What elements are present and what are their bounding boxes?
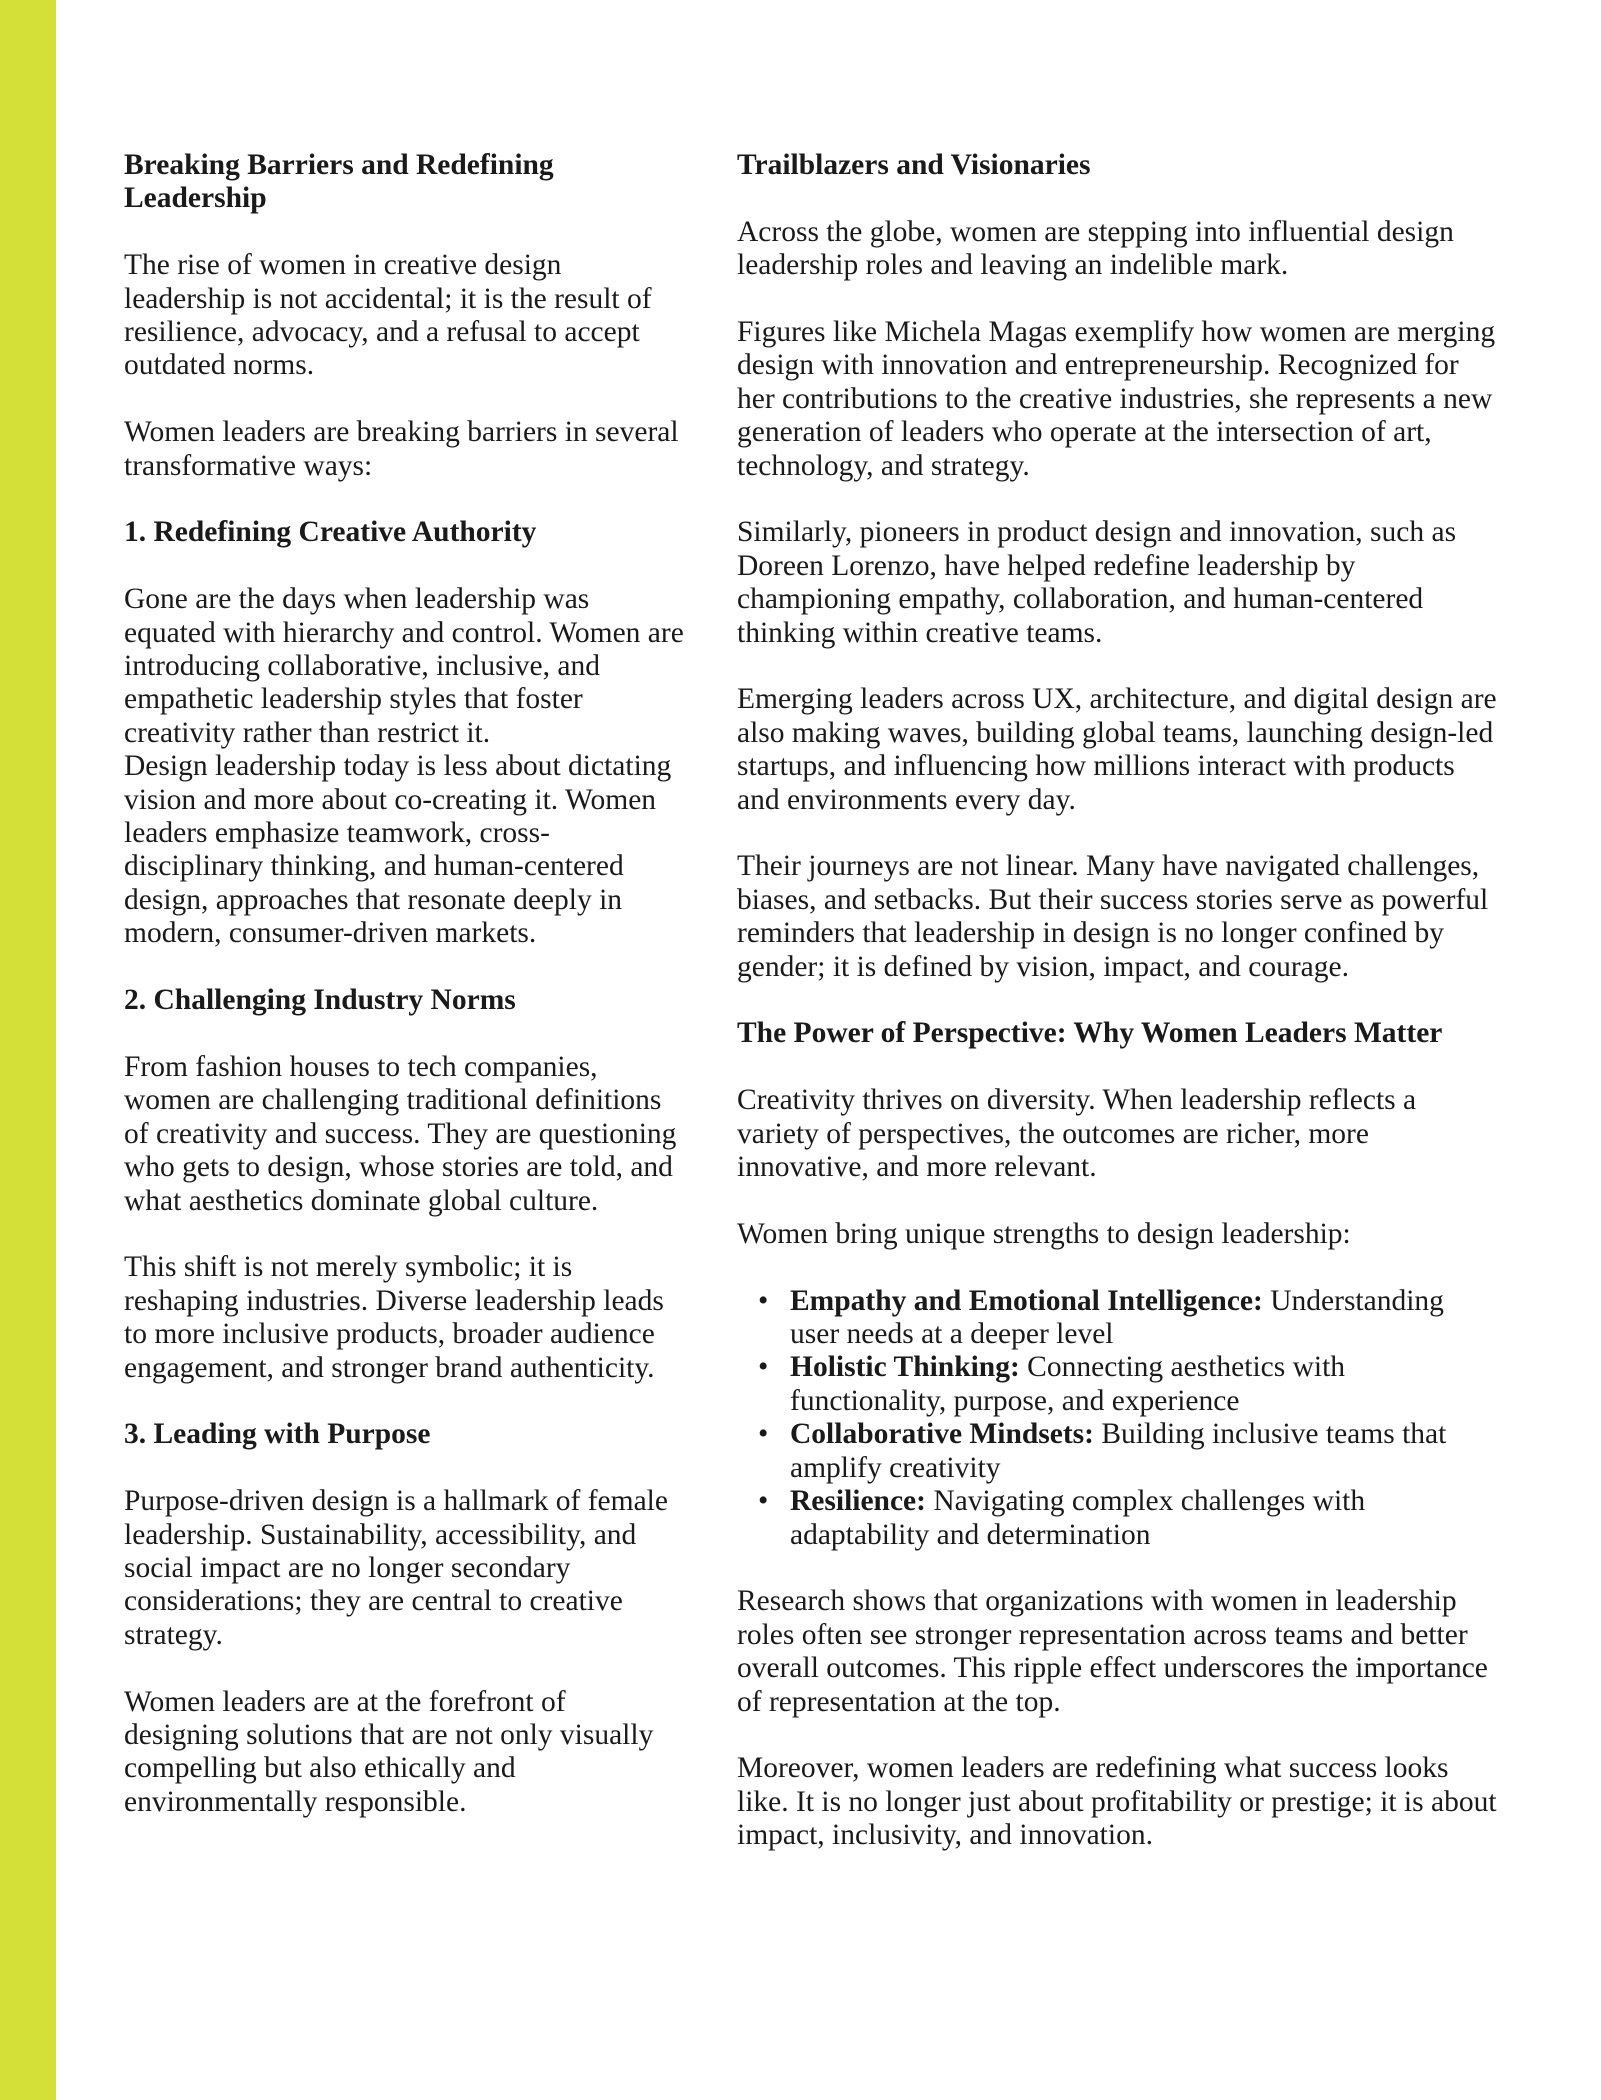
paragraph: Across the globe, women are stepping into influential design leadership roles and leaving an indelible mark. xyxy=(737,215,1454,282)
strength-label: Resilience: xyxy=(790,1485,926,1518)
strength-text: Connecting aesthetics with functionality, purpose, and experience xyxy=(790,1351,1346,1417)
section-title-breaking-barriers: Breaking Barriers and Redefining Leadership xyxy=(124,149,554,215)
bullet-icon: • xyxy=(758,1284,769,1317)
subheading-challenging-industry-norms: 2. Challenging Industry Norms xyxy=(124,984,516,1017)
paragraph: Their journeys are not linear. Many have navigated challenges, biases, and setbacks. But their success stories serve as powerful reminders that leadership in design is no longer confined by gender; it is defined by vision, impact, and courage. xyxy=(737,850,1489,983)
strengths-list xyxy=(737,1285,1497,1552)
paragraph: Research shows that organizations with women in leadership roles often see stronger representation across teams and better overall outcomes. This ripple effect underscores the importance of representation at the top. xyxy=(737,1585,1488,1718)
strength-text: Understanding user needs at a deeper level xyxy=(790,1284,1444,1351)
paragraph: Similarly, pioneers in product design and innovation, such as Doreen Lorenzo, have helped redefine leadership by championing empathy, collaboration, and human-centered thinking within creative teams. xyxy=(737,516,1457,649)
subheading-leading-with-purpose: 3. Leading with Purpose xyxy=(124,1418,431,1451)
paragraph: Creativity thrives on diversity. When leadership reflects a variety of perspectives, the outcomes are richer, more innovative, and more relevant. xyxy=(737,1084,1417,1184)
accent-sidebar xyxy=(0,0,56,2100)
paragraph: Purpose-driven design is a hallmark of female leadership. Sustainability, accessibility, and social impact are no longer secondary considerations; they are central to creative strategy. xyxy=(124,1485,668,1651)
section-title-power-of-perspective: The Power of Perspective: Why Women Leaders Matter xyxy=(737,1017,1443,1050)
strength-label: Empathy and Emotional Intelligence: xyxy=(790,1284,1263,1317)
strength-text: Navigating complex challenges with adaptability and determination xyxy=(790,1485,1366,1551)
list-item xyxy=(758,1351,1497,1418)
subheading-redefining-creative-authority: 1. Redefining Creative Authority xyxy=(124,516,537,549)
paragraph: The rise of women in creative design leadership is not accidental; it is the result of resilience, advocacy, and a refusal to accept outdated norms. xyxy=(124,249,652,382)
paragraph: Moreover, women leaders are redefining what success looks like. It is no longer just about profitability or prestige; it is about impact, inclusivity, and innovation. xyxy=(737,1752,1497,1852)
paragraph: Women leaders are breaking barriers in several transformative ways: xyxy=(124,416,679,482)
list-item xyxy=(758,1284,1497,1352)
paragraph: Design leadership today is less about dictating vision and more about co-creating it. Women leaders emphasize teamwork, cross-disciplinary thinking, and human-centered design, approaches that resonate deeply in modern, consumer-driven markets. xyxy=(124,750,672,950)
strength-label: Holistic Thinking: xyxy=(790,1351,1020,1384)
list-item xyxy=(758,1485,1497,1552)
paragraph: Gone are the days when leadership was equated with hierarchy and control. Women are introducing collaborative, inclusive, and empathetic leadership styles that foster creativity rather than restrict it. xyxy=(124,583,684,749)
paragraph: Figures like Michela Magas exemplify how women are merging design with innovation and entrepreneurship. Recognized for her contributions to the creative industries, she represents a new generation of leaders who operate at the intersection of art, technology, and strategy. xyxy=(737,316,1496,482)
paragraph: Emerging leaders across UX, architecture, and digital design are also making waves, building global teams, launching design-led startups, and influencing how millions interact with products and environments every day. xyxy=(737,683,1497,816)
strength-label: Collaborative Mindsets: xyxy=(790,1418,1094,1451)
paragraph: This shift is not merely symbolic; it is reshaping industries. Diverse leadership leads to more inclusive products, broader audience engagement, and stronger brand authenticity. xyxy=(124,1251,664,1384)
list-item xyxy=(758,1418,1497,1485)
section-title-trailblazers: Trailblazers and Visionaries xyxy=(737,149,1091,181)
paragraph: Women bring unique strengths to design leadership: xyxy=(737,1217,1351,1250)
left-column xyxy=(124,149,684,1853)
right-column xyxy=(737,149,1497,1886)
bullet-icon: • xyxy=(758,1418,769,1451)
paragraph: From fashion houses to tech companies, women are challenging traditional definitions of creativity and success. They are questioning who gets to design, whose stories are told, and what aesthetics dominate global culture. xyxy=(124,1050,677,1217)
paragraph: Women leaders are at the forefront of designing solutions that are not only visually compelling but also ethically and environmentally responsible. xyxy=(124,1685,654,1818)
bullet-icon: • xyxy=(758,1485,769,1518)
strength-text: Building inclusive teams that amplify creativity xyxy=(790,1418,1447,1484)
bullet-icon: • xyxy=(758,1351,769,1384)
